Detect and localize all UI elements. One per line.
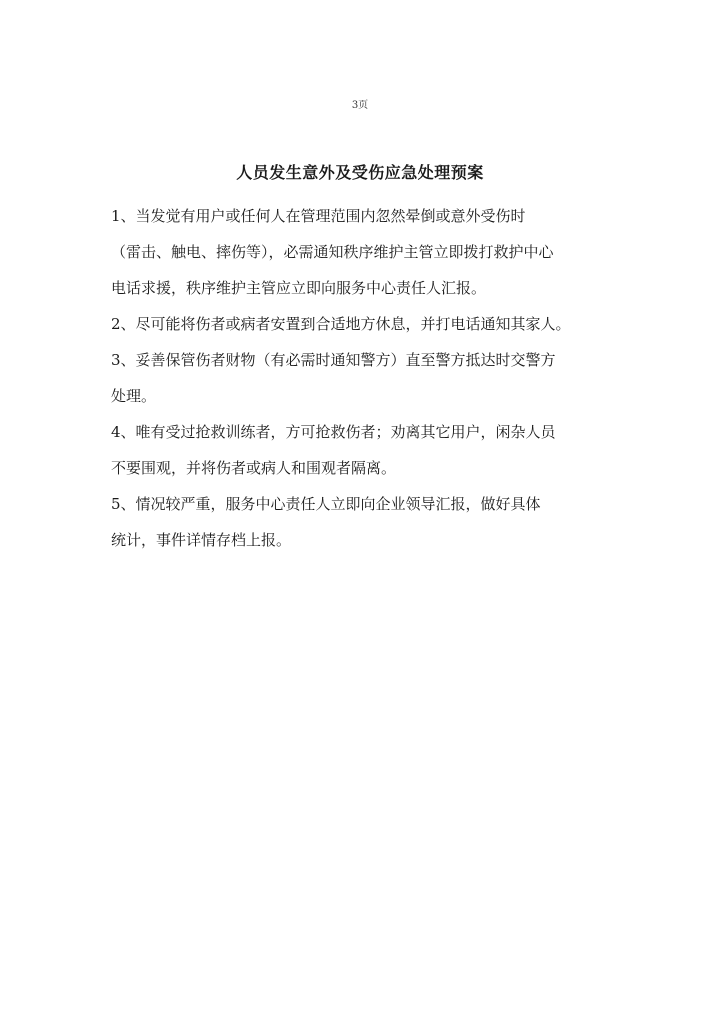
body-line: 统计，事件详情存档上报。 xyxy=(111,531,292,549)
document-title: 人员发生意外及受伤应急处理预案 xyxy=(236,163,484,182)
body-line: 1、当发觉有用户或任何人在管理范围内忽然晕倒或意外受伤时 xyxy=(111,207,526,225)
body-line: 3、妥善保管伤者财物（有必需时通知警方）直至警方抵达时交警方 xyxy=(111,351,556,369)
body-line: 处理。 xyxy=(111,387,157,405)
body-line: （雷击、触电、摔伤等），必需通知秩序维护主管立即拨打救护中心 xyxy=(111,243,554,261)
body-line: 不要围观，并将伤者或病人和围观者隔离。 xyxy=(111,459,397,477)
body-line: 2、尽可能将伤者或病者安置到合适地方休息，并打电话通知其家人。 xyxy=(111,315,571,333)
body-line: 4、唯有受过抢救训练者，方可抢救伤者；劝离其它用户，闲杂人员 xyxy=(111,423,556,441)
body-line: 5、情况较严重，服务中心责任人立即向企业领导汇报，做好具体 xyxy=(111,495,541,513)
page-number: 3页 xyxy=(351,100,369,111)
body-line: 电话求援，秩序维护主管应立即向服务中心责任人汇报。 xyxy=(111,279,487,297)
document-body xyxy=(111,198,621,558)
